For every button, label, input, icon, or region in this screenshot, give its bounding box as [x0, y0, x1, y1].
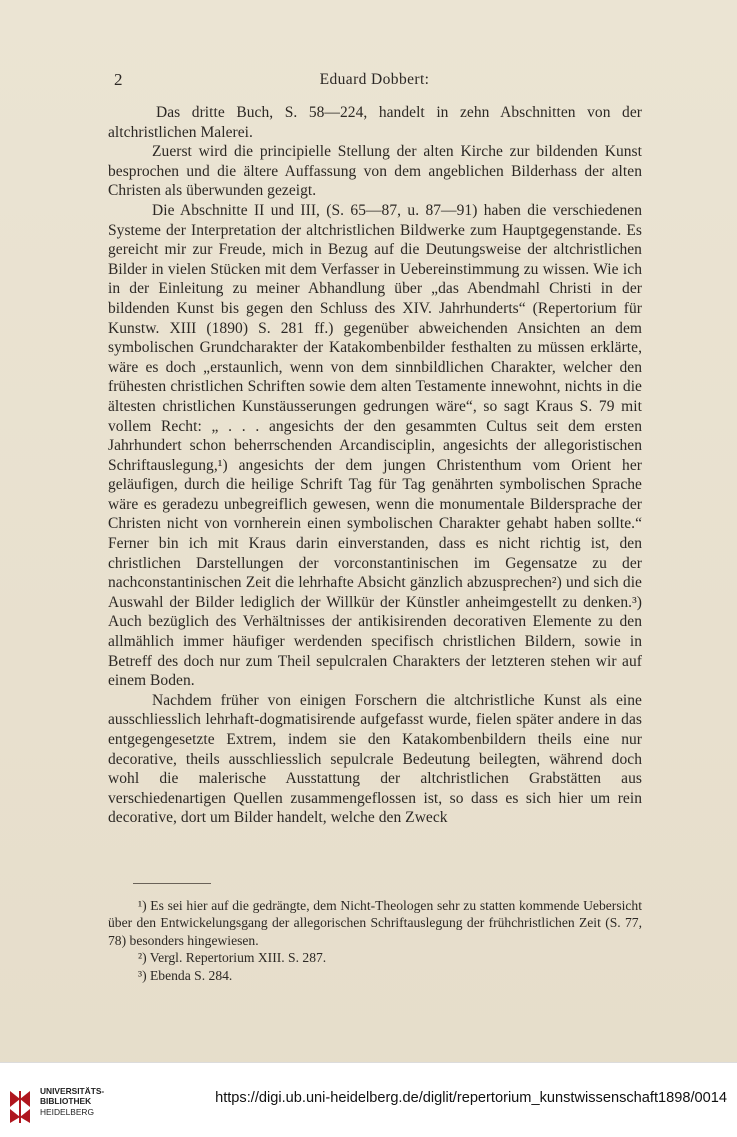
library-logo-text [40, 1086, 104, 1117]
heidelberg-university-library-logo-icon [8, 1087, 32, 1125]
logo-line: BIBLIOTHEK [40, 1096, 92, 1107]
page-number: 2 [114, 70, 123, 89]
logo-line: HEIDELBERG [40, 1106, 94, 1117]
paragraph: Nachdem früher von einigen Forschern die altchristliche Kunst als eine ausschliesslich lehrhaft-dogmatisirende aufgefasst wurde, fielen später andere in das entgegengesetzte Extrem, indem sie den Katakombenbildern theils eine nur decorative, theils ausschliesslich sepulcrale Bedeutung beilegten, während doch wohl die malerische Ausstattung der altchristlichen Grabstätten aus verschiedenartigen Quellen zusammengeflossen ist, so dass es sich hier um rein decorative, dort um Bilder handelt, welche den Zweck [108, 691, 642, 827]
footer-bar [0, 1062, 737, 1137]
footnotes [108, 897, 642, 984]
footnote: ³) Ebenda S. 284. [138, 967, 233, 983]
paragraph: Zuerst wird die principielle Stellung der alten Kirche zur bildenden Kunst besprochen und die ältere Auffassung von dem angeblichen Bilderhass der alten Christen als überwunden gezeigt. [108, 143, 642, 200]
footnote: ¹) Es sei hier auf die gedrängte, dem Nicht-Theologen sehr zu statten kommende Uebersicht über den Entwickelungsgang der allegorischen Schriftauslegung der frühchristlichen Zeit (S. 77, 78) besonders hingewiesen. [108, 898, 642, 948]
running-title: Eduard Dobbert: [319, 71, 430, 88]
running-head [108, 70, 641, 94]
footnote-separator [133, 883, 211, 884]
body-text [108, 103, 642, 828]
footnote: ²) Vergl. Repertorium XIII. S. 287. [138, 950, 327, 966]
permalink-url[interactable]: https://digi.ub.uni-heidelberg.de/diglit/repertorium_kunstwissenschaft1898/0014 [215, 1090, 727, 1106]
paragraph: Die Abschnitte II und III, (S. 65—87, u. 87—91) haben die verschiedenen Systeme der Interpretation der altchristlichen Bildwerke zum Hauptgegenstande. Es gereicht mir zur Freude, mich in Bezug auf die Deutungsweise der altchristlichen Bilder in vielen Stücken mit dem Verfasser in Uebereinstimmung zu wissen. Wie ich in der Einleitung zu meiner Abhandlung über „das Abendmahl Christi in der bildenden Kunst bis gegen den Schluss des XIV. Jahrhunderts“ (Repertorium für Kunstw. XIII (1890) S. 281 ff.) gegenüber abweichenden Ansichten an dem symbolischen Grundcharakter der Katakombenbilder festhalten zu müssen erklärte, wäre es doch „erstaunlich, wenn von dem sinnbildlichen Charakter, welcher den frühesten christlichen Schriften sowie dem alten Testamente innewohnt, nichts in die ältesten christlichen Kunstäusserungen gedrungen wäre“, so sagt Kraus S. 79 mit vollem Recht: „ . . . angesichts der den gesammten Cultus seit dem ersten Jahrhundert schon beherrschenden Arcandisciplin, angesichts der allegoristischen Schriftauslegung,¹) angesichts der dem jungen Christenthum vom Orient her geläufigen, durch die heilige Schrift Tag für Tag genährten symbolischen Sprache wäre es geradezu unbegreiflich gewesen, wenn die monumentale Bildersprache der Christen nicht von vornherein einen symbolischen Charakter gehabt haben sollte.“ Ferner bin ich mit Kraus darin einverstanden, dass es nicht richtig ist, den christlichen Darstellungen der vorconstantinischen im Gegensatze zu der nachconstantinischen Zeit die lehrhafte Absicht gänzlich abzusprechen²) und sich die Auswahl der Bilder lediglich der Willkür der Künstler anheimgestellt zu denken.³) Auch bezüglich des Verhältnisses der antikisirenden decorativen Elemente zu den allmählich immer häufiger werdenden specifisch christlichen Bildern, sowie in Betreff des doch nur zum Theil sepulcralen Charakters der letzteren stehen wir auf einem Boden. [108, 201, 642, 690]
logo-line: UNIVERSITÄTS- [40, 1086, 105, 1096]
paragraph: Das dritte Buch, S. 58—224, handelt in zehn Abschnitten von der altchristlichen Malerei. [108, 104, 642, 141]
